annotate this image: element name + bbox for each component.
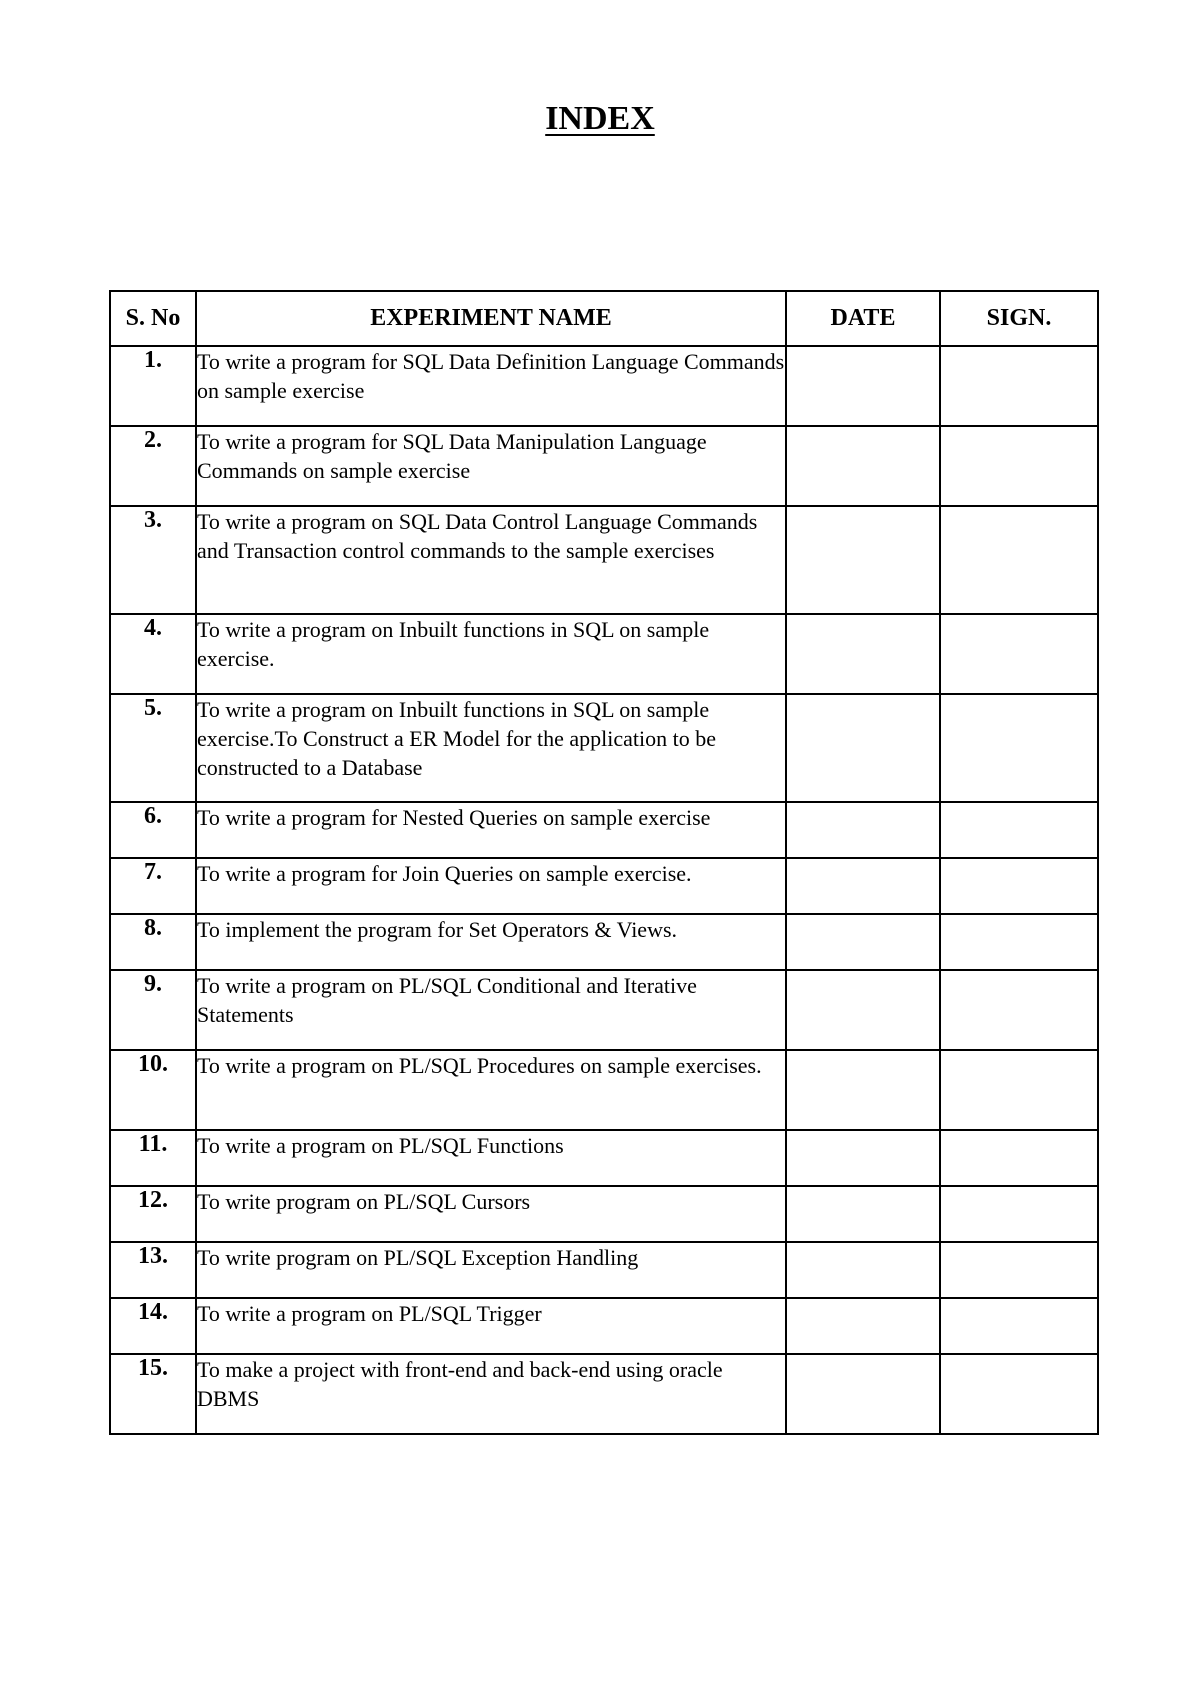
table-row: [110, 506, 1098, 614]
row-sno: 7.: [110, 858, 196, 914]
row-experiment-name: To write program on PL/SQL Cursors: [196, 1186, 786, 1242]
row-sign: [940, 346, 1098, 426]
row-date: [786, 1130, 940, 1186]
row-sno: 12.: [110, 1186, 196, 1242]
row-experiment-name: To write a program on PL/SQL Functions: [196, 1130, 786, 1186]
row-sign: [940, 1130, 1098, 1186]
row-date: [786, 426, 940, 506]
row-date: [786, 1298, 940, 1354]
row-date: [786, 614, 940, 694]
row-sno: 1.: [110, 346, 196, 426]
index-table: [109, 290, 1099, 1435]
row-sno: 6.: [110, 802, 196, 858]
table-row: [110, 802, 1098, 858]
table-row: [110, 1242, 1098, 1298]
table-row: [110, 1298, 1098, 1354]
row-sno: 14.: [110, 1298, 196, 1354]
table-row: [110, 346, 1098, 426]
row-sign: [940, 614, 1098, 694]
row-sign: [940, 1298, 1098, 1354]
row-sno: 2.: [110, 426, 196, 506]
row-date: [786, 694, 940, 802]
row-sno: 13.: [110, 1242, 196, 1298]
table-row: [110, 1354, 1098, 1434]
row-sno: 8.: [110, 914, 196, 970]
row-sign: [940, 1354, 1098, 1434]
row-experiment-name: To write a program on PL/SQL Trigger: [196, 1298, 786, 1354]
row-date: [786, 802, 940, 858]
row-date: [786, 1050, 940, 1130]
table-row: [110, 614, 1098, 694]
row-sign: [940, 970, 1098, 1050]
row-experiment-name: To write a program on SQL Data Control Language Commands and Transaction control commands to the sample exercises: [196, 506, 786, 614]
row-sno: 15.: [110, 1354, 196, 1434]
row-sign: [940, 802, 1098, 858]
row-sno: 10.: [110, 1050, 196, 1130]
row-sno: 5.: [110, 694, 196, 802]
row-date: [786, 506, 940, 614]
row-sign: [940, 506, 1098, 614]
row-date: [786, 1186, 940, 1242]
row-sno: 11.: [110, 1130, 196, 1186]
row-sno: 3.: [110, 506, 196, 614]
row-experiment-name: To write a program on PL/SQL Conditional and Iterative Statements: [196, 970, 786, 1050]
row-experiment-name: To write program on PL/SQL Exception Handling: [196, 1242, 786, 1298]
row-sno: 4.: [110, 614, 196, 694]
row-experiment-name: To write a program for Join Queries on sample exercise.: [196, 858, 786, 914]
row-sign: [940, 1050, 1098, 1130]
row-experiment-name: To write a program on Inbuilt functions in SQL on sample exercise.To Construct a ER Model for the application to be constructed to a Database: [196, 694, 786, 802]
table-row: [110, 914, 1098, 970]
row-sign: [940, 914, 1098, 970]
row-experiment-name: To write a program for Nested Queries on sample exercise: [196, 802, 786, 858]
row-sign: [940, 694, 1098, 802]
row-experiment-name: To write a program on Inbuilt functions in SQL on sample exercise.: [196, 614, 786, 694]
table-row: [110, 1050, 1098, 1130]
row-experiment-name: To write a program on PL/SQL Procedures on sample exercises.: [196, 1050, 786, 1130]
header-sno: S. No: [110, 291, 196, 346]
row-sno: 9.: [110, 970, 196, 1050]
row-date: [786, 346, 940, 426]
row-date: [786, 1242, 940, 1298]
row-experiment-name: To make a project with front-end and back-end using oracle DBMS: [196, 1354, 786, 1434]
row-date: [786, 970, 940, 1050]
row-date: [786, 1354, 940, 1434]
row-experiment-name: To write a program for SQL Data Manipulation Language Commands on sample exercise: [196, 426, 786, 506]
table-row: [110, 694, 1098, 802]
row-date: [786, 858, 940, 914]
table-row: [110, 858, 1098, 914]
row-sign: [940, 1186, 1098, 1242]
row-sign: [940, 858, 1098, 914]
page-title: INDEX: [545, 100, 655, 137]
row-experiment-name: To write a program for SQL Data Definition Language Commands on sample exercise: [196, 346, 786, 426]
header-sign: SIGN.: [940, 291, 1098, 346]
row-sign: [940, 1242, 1098, 1298]
row-sign: [940, 426, 1098, 506]
header-experiment-name: EXPERIMENT NAME: [196, 291, 786, 346]
header-date: DATE: [786, 291, 940, 346]
row-experiment-name: To implement the program for Set Operators & Views.: [196, 914, 786, 970]
table-header-row: [110, 291, 1098, 346]
table-row: [110, 1130, 1098, 1186]
table-row: [110, 970, 1098, 1050]
row-date: [786, 914, 940, 970]
table-row: [110, 1186, 1098, 1242]
table-row: [110, 426, 1098, 506]
